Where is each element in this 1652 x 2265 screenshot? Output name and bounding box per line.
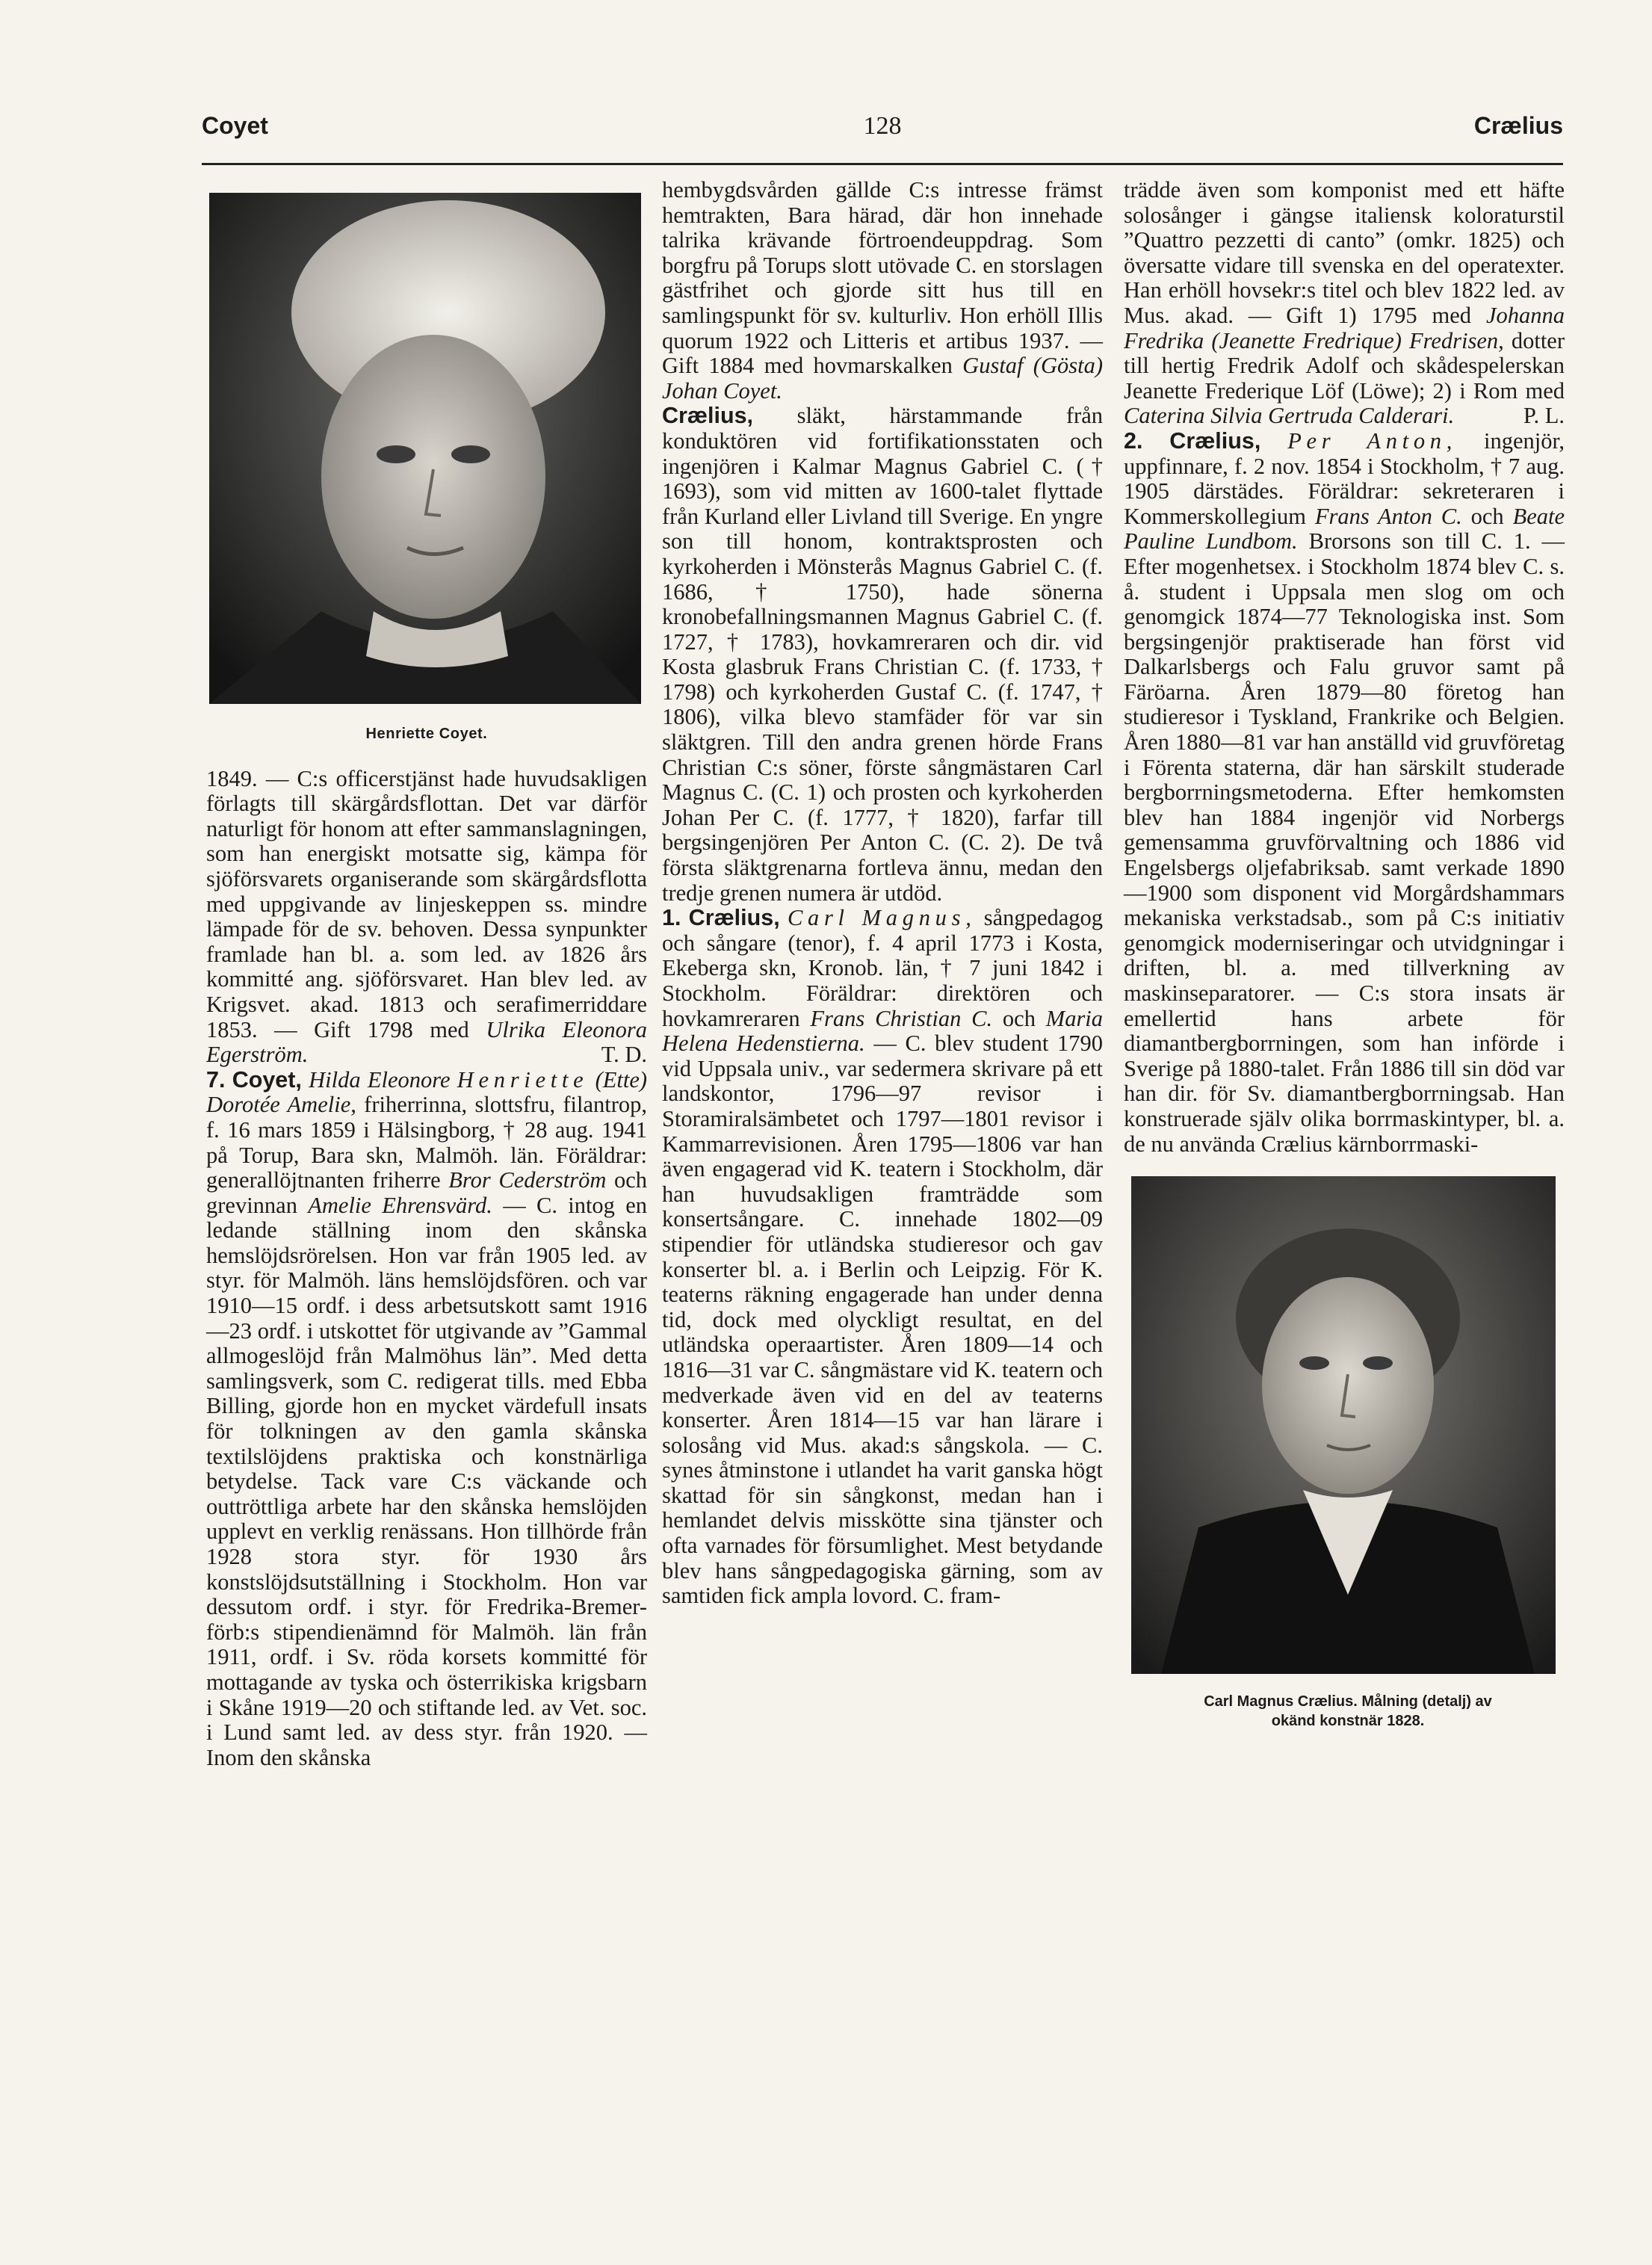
figure-henriette-coyet (206, 193, 647, 747)
header-rule (202, 163, 1563, 165)
figure-carl-magnus-craelius (1131, 1176, 1565, 1731)
figure-caption: Henriette Coyet. (365, 726, 488, 742)
entry-craelius-per-anton: 2. Crælius, Per Anton, ingenjör, uppfinnare, f. 2 nov. 1854 i Stockholm, † 7 aug. 1905 därstädes. Föräldrar: sekreteraren i Kommerskollegium Frans Anton C. och Beate Pauline Lundbom. Brorsons son till C. 1. — Efter mogenhetsex. i Stockholm 1874 blev C. s. å. student i Uppsala men slog om och genomgick 1874—77 Teknologiska inst. Som bergsingenjör praktiserade han först vid Dalkarlsbergs och Falu gruvor samt på Färöarna. Åren 1879—80 företog han studieresor i Tyskland, Frankrike och Belgien. Åren 1880—81 var han anställd vid gruvföretag i Förenta staterna, där han särskilt studerade bergborrningsmetoderna. Efter hemkomsten blev han 1884 ingenjör vid Norbergs gemensamma gruvförvaltning och 1886 vid Engelsbergs oljefabriksab. samt verkade 1890—1900 som disponent vid Morgårdshammars mekaniska verkstadsab., som på C:s initiativ genomgick moderniseringar och utvidgningar i driften, bl. a. med tillverkning av maskinseparatorer. — C:s stora insats är emellertid hans arbete för diamantbergborrningen, som han införde i Sverige på 1880-talet. Från 1886 till sin död var han dir. för Sv. diamantbergborrningsab. Han konstruerade själv olika borrmaskintyper, bl. a. de nu använda Crælius kärnborrmaski- (1124, 427, 1565, 1157)
column-2 (662, 178, 1103, 1609)
author-signature: T. D. (601, 1042, 647, 1068)
paragraph: trädde även som komponist med ett häfte solosånger i gängse italiensk koloraturstil ”Quattro pezzetti di canto” (omkr. 1825) och översatte vidare till svenska en del operatexter. Han erhöll hovsekr:s titel och blev 1822 led. av Mus. akad. — Gift 1) 1795 med Johanna Fredrika (Jeanette Fredrique) Fredrisen, dotter till hertig Fredrik Adolf och skådespelerskan Jeanette Frederique Löf (Löwe); 2) i Rom med Caterina Silvia Gertruda Calderari. P. L. (1124, 177, 1565, 429)
figure-caption: Carl Magnus Crælius. Målning (detalj) av okänd konstnär 1828. (1204, 1693, 1492, 1730)
portrait-photo (209, 193, 641, 704)
running-head-left: Coyet (202, 112, 268, 139)
author-signature: P. L. (1523, 403, 1565, 429)
paragraph: hembygdsvården gällde C:s intresse främst hemtrakten, Bara härad, där hon innehade talrika krävande förtroendeuppdrag. Som borgfru på Torups slott utövade C. en storslagen gästfrihet och gjorde sitt hus till en samlingspunkt för sv. kulturliv. Hon erhöll Illis quorum 1922 och Litteris et artibus 1937. — Gift 1884 med hovmarskalken Gustaf (Gösta) Johan Coyet. (662, 177, 1103, 404)
entry-coyet-henriette: 7. Coyet, Hilda Eleonore Henriette (Ette) Dorotée Amelie, friherrinna, slottsfru, filantrop, f. 16 mars 1859 i Hälsingborg, † 28 aug. 1941 på Torup, Bara skn, Malmöh. län. Föräldrar: generallöjtnanten friherre Bror Cederström och grevinnan Amelie Ehrensvärd. — C. intog en ledande ställning inom den skånska hemslöjdsrörelsen. Hon var från 1905 led. av styr. för Malmöh. läns hemslöjdsfören. och var 1910—15 ordf. i dess arbetsutskott samt 1916—23 ordf. i utskottet för utgivande av ”Gammal allmogeslöjd från Malmöhus län”. Med detta samlingsverk, som C. redigerat tills. med Ebba Billing, gjorde hon en mycket värdefull insats för tolkningen av den gamla skånska textilslöjdens praktiska och konstnärliga betydelse. Tack vare C:s väckande och outtröttliga arbete har den skånska hemslöjden upplevt en verklig renässans. Hon tillhörde från 1928 stora styr. för 1930 års konstslöjdsutställning i Stockholm. Hon var dessutom ordf. i styr. för Fredrika-Bremer-förb:s stipendienämnd för Malmöh. län från 1911, ordf. i Sv. röda korsets kommitté för mottagande av tyska och österrikiska krigsbarn i Skåne 1919—20 och stiftande led. av Vet. soc. i Lund samt led. av dess styr. från 1920. — Inom den skånska (206, 1066, 648, 1770)
column-3 (1124, 178, 1565, 1731)
running-head-right: Crælius (1473, 112, 1563, 139)
portrait-painting (1131, 1176, 1556, 1674)
entry-craelius-carl-magnus: 1. Crælius, Carl Magnus, sångpedagog och sångare (tenor), f. 4 april 1773 i Kosta, Ekeberga skn, Kronob. län, † 7 juni 1842 i Stockholm. Föräldrar: direktören och hovkamreraren Frans Christian C. och Maria Helena Hedenstierna. — C. blev student 1790 vid Uppsala univ., var sedermera skrivare på ett landskontor, 1796—97 revisor i Storamiralsämbetet och 1797—1801 revisor i Kammarrevisionen. Åren 1795—1806 var han även engagerad vid K. teatern i Stockholm, där han huvudsakligen framträdde som konsertsångare. C. innehade 1802—09 stipendier för utländska studieresor och gav konserter bl. a. i Berlin och Leipzig. För K. teaterns räkning engagerade han under denna tid, dock med olyckligt resultat, en del utländska operaartister. Åren 1809—14 och 1816—31 var C. sångmästare vid K. teatern och medverkade även vid en del av teaterns konserter. Åren 1814—15 var han lärare i solosång vid Mus. akad:s sångskola. — C. synes åtminstone i utlandet ha varit ganska högt skattad för sin sångkonst, medan han i hemlandet delvis misskötte sina tjänster och ofta varnades för försumlighet. Mest betydande blev hans sångpedagogiska gärning, som av samtiden fick ampla lovord. C. fram- (662, 905, 1104, 1609)
column-1 (206, 178, 647, 1770)
page-number: 128 (863, 112, 902, 140)
paragraph: 1849. — C:s officerstjänst hade huvudsakligen förlagts till skärgårdsflottan. Det var därför naturligt för honom att efter sammanslagningen, som han energiskt motsatte sig, kämpa för sjöförsvarets organiserande som skärgårdsflotta med uppgivande av linjeskeppen ss. mindre lämpade för de sv. behoven. Dessa synpunkter framlade han bl. a. som led. av 1826 års kommitté ang. sjöförsvaret. Han blev led. av Krigsvet. akad. 1813 och serafimerriddare 1853. — Gift 1798 med Ulrika Eleonora Egerström. T. D. (206, 765, 647, 1068)
page-header (202, 112, 1563, 157)
entry-craelius-family: Crælius, släkt, härstammande från konduktören vid fortifikationsstaten och ingenjören i Kalmar Magnus Gabriel C. († 1693), som vid mitten av 1600-talet flyttade från Kurland eller Livland till Sverige. En yngre son till honom, kontraktsprosten och kyrkoherden i Mönsterås Magnus Gabriel C. (f. 1686, † 1750), hade sönerna kronobefallningsmannen Magnus Gabriel C. (f. 1727, † 1783), hovkamreraren och dir. vid Kosta glasbruk Frans Christian C. (f. 1733, † 1798) och kyrkoherden Gustaf C. (f. 1747, † 1806), vilka blevo stamfäder för var sin släktgren. Till den andra grenen hörde Frans Christian C:s söner, förste sångmästaren Carl Magnus C. (C. 1) och prosten och kyrkoherden Johan Per C. (f. 1777, † 1820), farfar till bergsingenjören Per Anton C. (C. 2). De två första släktgrenarna fortleva ännu, medan den tredje grenen numera är utdöd. (662, 403, 1103, 906)
